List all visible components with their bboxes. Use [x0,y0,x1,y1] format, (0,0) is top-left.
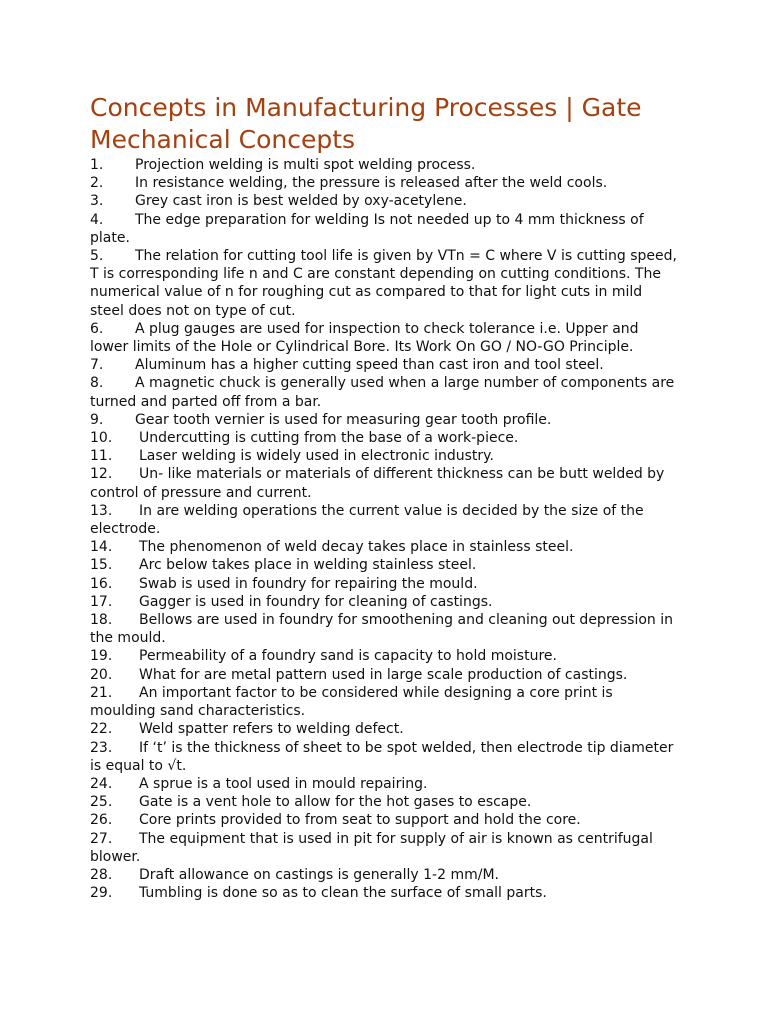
item-number: 27. [90,830,113,847]
list-item [90,156,680,174]
list-item [90,666,680,684]
item-text: The relation for cutting tool life is given by VTn = C where V is cutting speed, T is corresponding life n and C are constant depending on cutting conditions. The numerical value of n for roughing cut as compared to that for light cuts in mild steel does not on type of cut. [90,248,677,319]
item-text: Bellows are used in foundry for smoothening and cleaning out depression in the mould. [90,612,674,647]
item-text: Swab is used in foundry for repairing the mould. [139,575,478,592]
item-number: 23. [90,739,113,756]
item-number: 28. [90,866,113,883]
item-number: 15. [90,557,113,574]
item-number: 17. [90,593,113,610]
list-item [90,811,680,829]
item-text: A plug gauges are used for inspection to check tolerance i.e. Upper and lower limits of the Hole or Cylindrical Bore. Its Work On GO / NO-GO Principle. [90,320,639,356]
item-text: A sprue is a tool used in mould repairing. [139,775,428,792]
list-item [90,611,680,647]
list-item [90,647,680,665]
list-item [90,739,680,775]
list-item [90,684,680,720]
item-text: If ‘t’ is the thickness of sheet to be spot welded, then electrode tip diameter is equal to √t. [90,739,674,774]
item-number: 19. [90,648,113,665]
item-number: 3. [90,193,104,210]
item-number: 22. [90,721,113,738]
item-number: 16. [90,575,113,592]
list-item [90,575,680,593]
item-text: Tumbling is done so as to clean the surface of small parts. [139,885,547,902]
item-number: 4. [90,211,104,228]
item-text: The edge preparation for welding Is not needed up to 4 mm thickness of plate. [90,211,644,246]
list-item [90,192,680,210]
item-number: 10. [90,430,113,447]
list-item [90,174,680,192]
item-number: 21. [90,684,113,701]
list-item [90,556,680,574]
item-number: 6. [90,320,104,337]
list-item [90,884,680,902]
item-text: What for are metal pattern used in large scale production of castings. [139,666,628,683]
item-number: 14. [90,539,113,556]
item-text: Laser welding is widely used in electronic industry. [139,448,494,465]
item-text: In are welding operations the current value is decided by the size of the electrode. [90,502,644,538]
list-item [90,793,680,811]
item-text: A magnetic chuck is generally used when a large number of components are turned and parted off from a bar. [90,375,675,410]
list-item [90,538,680,556]
item-number: 1. [90,157,104,173]
item-number: 18. [90,612,113,629]
list-item [90,830,680,866]
list-item [90,411,680,429]
item-text: Arc below takes place in welding stainless steel. [139,557,477,574]
item-text: Gagger is used in foundry for cleaning of castings. [139,593,493,610]
item-number: 8. [90,375,104,392]
item-text: Grey cast iron is best welded by oxy-acetylene. [135,193,467,210]
list-item [90,429,680,447]
item-text: Un- like materials or materials of different thickness can be butt welded by control of pressure and current. [90,466,665,501]
list-item [90,320,680,356]
list-item [90,447,680,465]
item-text: The phenomenon of weld decay takes place in stainless steel. [139,539,574,556]
list-item [90,374,680,410]
list-item [90,866,680,884]
item-number: 20. [90,666,113,683]
item-number: 5. [90,248,104,265]
list-item [90,247,680,320]
list-item [90,775,680,793]
list-item [90,465,680,501]
item-text: Undercutting is cutting from the base of a work-piece. [139,430,519,447]
item-text: Permeability of a foundry sand is capacity to hold moisture. [139,648,557,665]
list-item [90,720,680,738]
item-number: 2. [90,175,104,192]
item-text: Core prints provided to from seat to support and hold the core. [139,812,581,829]
item-number: 24. [90,775,113,792]
document-page [90,92,680,902]
item-text: Projection welding is multi spot welding process. [135,157,476,173]
item-number: 7. [90,357,104,374]
item-text: Gate is a vent hole to allow for the hot gases to escape. [139,794,532,811]
document-title: Concepts in Manufacturing Processes | Gate Mechanical Concepts [90,93,642,154]
list-item [90,502,680,538]
item-text: Aluminum has a higher cutting speed than cast iron and tool steel. [135,357,604,374]
item-number: 26. [90,812,113,829]
item-text: Draft allowance on castings is generally 1-2 mm/M. [139,866,499,883]
item-number: 12. [90,466,113,483]
item-text: Gear tooth vernier is used for measuring gear tooth profile. [135,411,552,428]
item-number: 25. [90,794,113,811]
item-text: An important factor to be considered while designing a core print is moulding sand characteristics. [90,684,613,720]
item-number: 13. [90,502,113,519]
item-number: 11. [90,448,113,465]
list-item [90,593,680,611]
item-text: Weld spatter refers to welding defect. [139,721,404,738]
item-number: 29. [90,885,113,902]
list-item [90,211,680,247]
item-number: 9. [90,411,104,428]
list-item [90,356,680,374]
item-text: The equipment that is used in pit for supply of air is known as centrifugal blower. [90,830,653,865]
item-text: In resistance welding, the pressure is released after the weld cools. [135,175,608,192]
concept-list [90,156,680,902]
